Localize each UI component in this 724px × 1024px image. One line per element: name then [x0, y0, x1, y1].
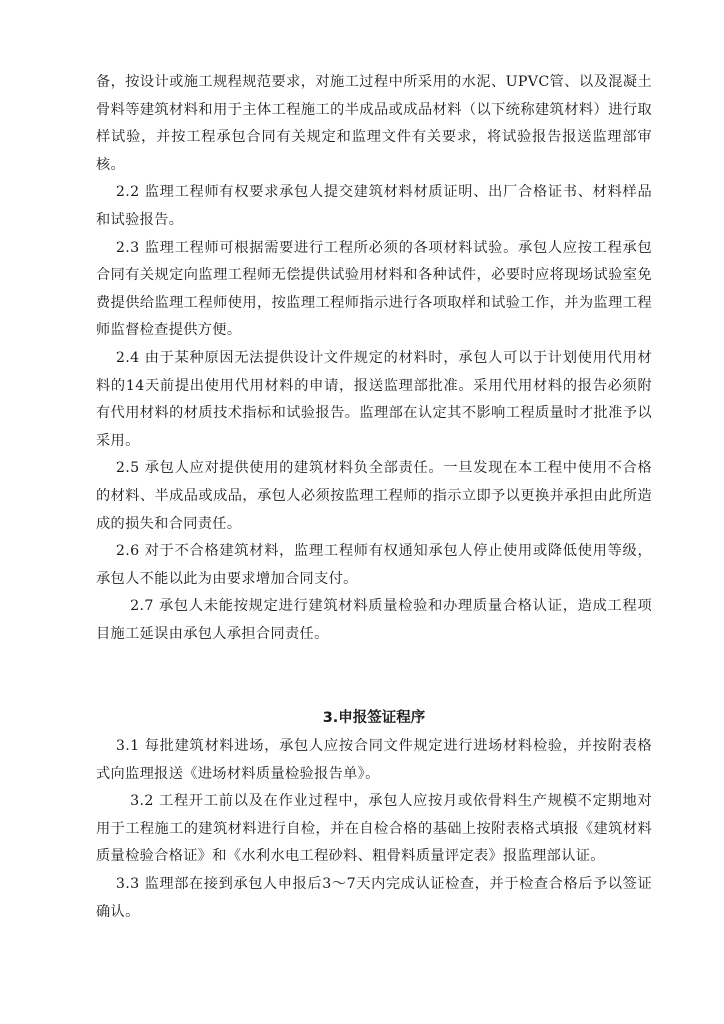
paragraph-3-2: 3.2 工程开工前以及在作业过程中，承包人应按月或依骨料生产规模不定期地对用于工程施工的建筑材料进行自检，并在自检合格的基础上按附表格式填报《建筑材料质量检验合格证》和《水利水电工程砂料、粗骨料质量评定表》报监理部认证。	[96, 793, 652, 865]
section-3-body	[96, 733, 652, 926]
paragraph-2-6: 2.6 对于不合格建筑材料，监理工程师有权通知承包人停止使用或降低使用等级，承包人不能以此为由要求增加合同支付。	[96, 543, 652, 587]
paragraph-continuation: 备，按设计或施工规程规范要求，对施工过程中所采用的水泥、UPVC管、以及混凝土骨料等建筑材料和用于主体工程施工的半成品或成品材料（以下统称建筑材料）进行取样试验，并按工程承包合同有关规定和监理文件有关要求，将试验报告报送监理部审核。	[96, 74, 652, 173]
paragraph-2-7: 2.7 承包人未能按规定进行建筑材料质量检验和办理质量合格认证，造成工程项目施工延误由承包人承担合同责任。	[96, 598, 652, 642]
section-3-heading: 3.申报签证程序	[322, 710, 426, 726]
paragraph-2-2: 2.2 监理工程师有权要求承包人提交建筑材料材质证明、出厂合格证书、材料样品和试验报告。	[96, 184, 652, 228]
paragraph-2-4: 2.4 由于某种原因无法提供设计文件规定的材料时，承包人可以于计划使用代用材料的14天前提出使用代用材料的申请，报送监理部批准。采用代用材料的报告必须附有代用材料的材质技术指标和试验报告。监理部在认定其不影响工程质量时才批准予以采用。	[96, 349, 652, 449]
section-2-body	[96, 69, 652, 648]
paragraph-3-3: 3.3 监理部在接到承包人申报后3～7天内完成认证检查，并于检查合格后予以签证确认。	[96, 875, 652, 920]
paragraph-3-1: 3.1 每批建筑材料进场，承包人应按合同文件规定进行进场材料检验，并按附表格式向监理报送《进场材料质量检验报告单》。	[96, 738, 652, 782]
paragraph-2-3: 2.3 监理工程师可根据需要进行工程所必须的各项材料试验。承包人应按工程承包合同有关规定向监理工程师无偿提供试验用材料和各种试件，必要时应将现场试验室免费提供给监理工程师使用，按监理工程师指示进行各项取样和试验工作，并为监理工程师监督检查提供方便。	[96, 239, 652, 339]
paragraph-2-5: 2.5 承包人应对提供使用的建筑材料负全部责任。一旦发现在本工程中使用不合格的材料、半成品或成品，承包人必须按监理工程师的指示立即予以更换并承担由此所造成的损失和合同责任。	[96, 460, 652, 532]
